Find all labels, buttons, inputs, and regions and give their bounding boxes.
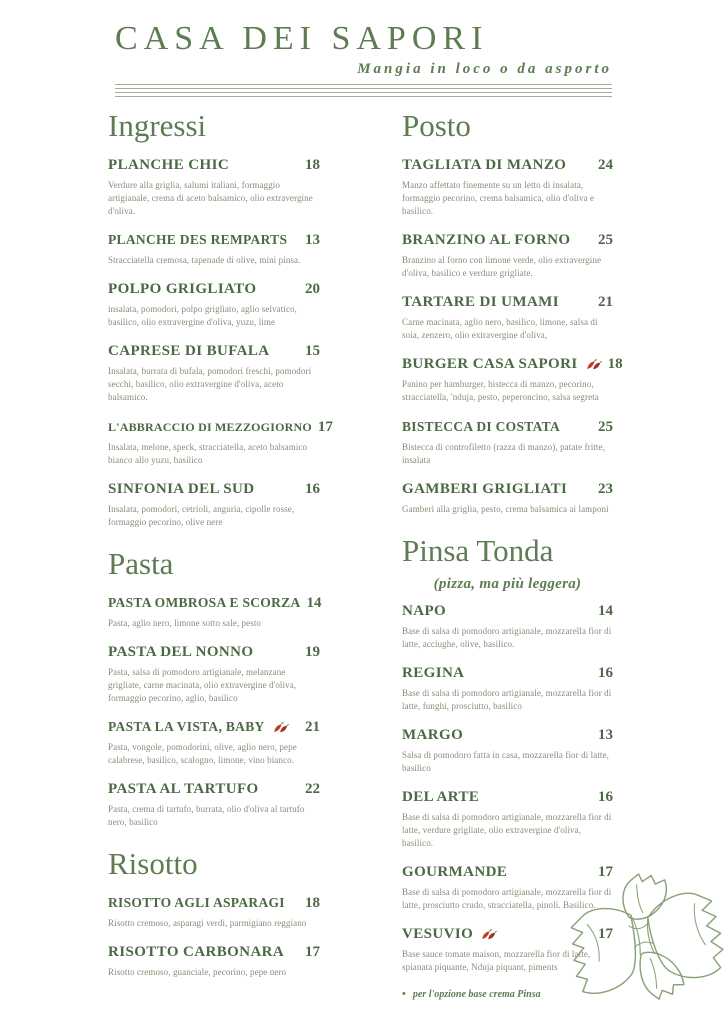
section-title: Risotto bbox=[108, 846, 198, 882]
item-header bbox=[108, 944, 320, 961]
menu-item bbox=[402, 419, 613, 467]
section-items bbox=[108, 157, 333, 529]
item-price: 19 bbox=[305, 643, 320, 660]
menu-item bbox=[402, 232, 613, 280]
item-header bbox=[402, 232, 613, 249]
menu-item bbox=[108, 232, 320, 267]
item-price: 23 bbox=[598, 480, 613, 497]
item-price: 18 bbox=[607, 356, 623, 373]
menu-tagline: Mangia in loco o da asporto bbox=[357, 61, 612, 77]
item-price: 18 bbox=[305, 895, 320, 912]
item-name: TAGLIATA DI MANZO bbox=[402, 157, 567, 174]
menu-item bbox=[108, 719, 320, 767]
footnote-text: per l'opzione base crema Pinsa bbox=[412, 989, 541, 1001]
item-description: Pasta, vongole, pomodorini, olive, aglio nero, pepe calabrese, basilico, scalogno, limone, vino bianco. bbox=[108, 741, 297, 766]
item-header bbox=[108, 281, 320, 298]
section-title: Pinsa Tonda bbox=[402, 532, 554, 568]
item-name: BRANZINO AL FORNO bbox=[402, 232, 571, 249]
item-description: Salsa di pomodoro fatta in casa, mozzarella fior di latte, basilico bbox=[402, 749, 609, 773]
item-price: 17 bbox=[305, 944, 320, 961]
item-price: 21 bbox=[598, 294, 613, 311]
menu-item bbox=[402, 356, 623, 404]
menu-item bbox=[108, 281, 320, 329]
item-header bbox=[402, 603, 613, 620]
menu-columns bbox=[0, 109, 724, 1000]
item-name: NAPO bbox=[402, 602, 447, 619]
item-header bbox=[108, 781, 320, 798]
item-name: POLPO GRIGLIATO bbox=[108, 281, 257, 298]
item-description: Base di salsa di pomodoro artigianale, mozzarella fior di latte, funghi, prosciutto, basilico bbox=[402, 687, 612, 711]
item-name: RISOTTO AGLI ASPARAGI bbox=[108, 895, 285, 911]
item-name: L'ABBRACCIO DI MEZZOGIORNO bbox=[108, 419, 312, 434]
item-description: Base di salsa di pomodoro artigianale, mozzarella fior di latte, acciughe, olive, basilico. bbox=[402, 625, 612, 649]
item-price: 16 bbox=[305, 480, 320, 497]
item-price: 16 bbox=[598, 664, 613, 681]
item-price: 14 bbox=[598, 602, 613, 619]
item-header bbox=[108, 157, 320, 174]
menu-column-left bbox=[108, 108, 333, 993]
item-price: 16 bbox=[598, 789, 613, 806]
item-name: VESUVIO bbox=[402, 926, 474, 943]
chili-icon bbox=[481, 928, 497, 941]
item-description: Insalata, burrata di bufala, pomodori freschi, pomodori secchi, basilico, olio extravergine d'oliva, aceto balsamico. bbox=[108, 366, 312, 403]
item-price: 14 bbox=[306, 594, 322, 611]
item-price: 20 bbox=[305, 281, 320, 298]
item-price: 22 bbox=[305, 781, 320, 798]
section-posto bbox=[402, 108, 623, 516]
menu-item bbox=[108, 343, 320, 404]
menu-header bbox=[0, 0, 724, 97]
menu-footnote bbox=[402, 988, 613, 1000]
item-description: Base sauce tomate maison, mozzarella fior di latte, spianata piquante, Nduja piquant, piments bbox=[402, 949, 591, 973]
item-description: Panino per hamburger, bistecca di manzo, pecorino, stracciatella, 'nduja, pesto, peperoncino, salsa segreta bbox=[402, 379, 599, 403]
section-items bbox=[108, 595, 320, 829]
item-header bbox=[108, 895, 320, 912]
section-pinsa-tonda bbox=[402, 534, 613, 975]
menu-item bbox=[402, 789, 613, 850]
item-header bbox=[108, 719, 320, 736]
item-name: BURGER CASA SAPORI bbox=[402, 356, 578, 373]
item-header bbox=[402, 419, 613, 436]
item-price: 17 bbox=[317, 418, 333, 435]
header-divider-top bbox=[115, 84, 612, 89]
section-ingressi bbox=[108, 108, 333, 529]
item-name: PASTA AL TARTUFO bbox=[108, 781, 259, 798]
item-price: 17 bbox=[598, 864, 613, 881]
chili-icon bbox=[586, 358, 602, 371]
menu-item bbox=[108, 781, 320, 829]
menu-item bbox=[108, 944, 320, 979]
item-description: Gamberi alla griglia, pesto, crema balsamica ai lamponi bbox=[402, 503, 609, 514]
item-price: 25 bbox=[598, 232, 613, 249]
menu-item bbox=[402, 294, 613, 342]
menu-item bbox=[402, 665, 613, 713]
chili-icon bbox=[273, 721, 289, 734]
item-description: Pasta, salsa di pomodoro artigianale, melanzane grigliate, carne macinata, olio extravergine d'oliva, formaggio pecorino, aglio, basilico bbox=[108, 666, 297, 703]
item-name: PLANCHE CHIC bbox=[108, 157, 230, 174]
section-title: Posto bbox=[402, 108, 471, 143]
menu-column-right bbox=[402, 108, 623, 1001]
item-name: TARTARE DI UMAMI bbox=[402, 294, 559, 311]
item-price: 15 bbox=[305, 343, 320, 360]
item-name: MARGO bbox=[402, 726, 464, 743]
section-risotto bbox=[108, 847, 320, 979]
item-description: Bistecca di controfiletto (razza di manzo), patate fritte, insalata bbox=[402, 441, 605, 465]
item-header bbox=[108, 595, 320, 612]
item-description: Stracciatella cremosa, tapenade di olive, mini pinsa. bbox=[108, 255, 301, 266]
item-header bbox=[108, 343, 320, 360]
menu-item bbox=[402, 481, 613, 516]
item-name: BISTECCA DI COSTATA bbox=[402, 418, 560, 434]
item-name: PLANCHE DES REMPARTS bbox=[108, 232, 288, 248]
section-title: Pasta bbox=[108, 545, 174, 581]
item-price: 25 bbox=[598, 418, 613, 435]
item-header bbox=[402, 481, 613, 498]
item-description: Insalata, melone, speck, stracciatella, aceto balsamico bianco allo yuzu, basilico bbox=[108, 441, 308, 465]
restaurant-name: CASA DEI SAPORI bbox=[115, 20, 489, 57]
item-name: CAPRESE DI BUFALA bbox=[108, 343, 270, 360]
item-name: RISOTTO CARBONARA bbox=[108, 944, 285, 961]
menu-item bbox=[108, 595, 320, 630]
item-name: PASTA LA VISTA, BABY bbox=[108, 718, 265, 734]
item-price: 17 bbox=[598, 926, 613, 943]
item-header bbox=[402, 864, 613, 881]
item-price: 21 bbox=[305, 718, 320, 735]
item-price: 13 bbox=[305, 232, 320, 249]
item-name: GOURMANDE bbox=[402, 864, 508, 881]
item-name: DEL ARTE bbox=[402, 789, 480, 806]
item-header bbox=[402, 294, 613, 311]
item-header bbox=[402, 926, 613, 943]
item-description: Base di salsa di pomodoro artigianale, mozzarella fior di latte, verdure grigliate, olio extravergine d'oliva, basilico. bbox=[402, 812, 612, 849]
section-items bbox=[108, 895, 320, 979]
menu-item bbox=[402, 157, 613, 218]
item-header bbox=[402, 665, 613, 682]
item-description: Verdure alla griglia, salumi italiani, formaggio artigianale, crema di aceto balsamico, olio extravergine d'oliva. bbox=[108, 180, 313, 217]
item-header bbox=[108, 232, 320, 249]
item-description: Risotto cremoso, guanciale, pecorino, pepe nero bbox=[108, 967, 287, 978]
item-description: Manzo affettato finemente su un letto di insalata, formaggio pecorino, crema balsamica, olio d'oliva e basilico. bbox=[402, 180, 595, 217]
item-description: Branzino al forno con limone verde, olio extravergine d'oliva, basilico e verdure grigliate. bbox=[402, 255, 602, 279]
section-items bbox=[402, 157, 623, 516]
item-header bbox=[402, 157, 613, 174]
menu-item bbox=[402, 603, 613, 651]
item-header bbox=[402, 789, 613, 806]
menu-item bbox=[108, 644, 320, 705]
item-name: PASTA OMBROSA E SCORZA bbox=[108, 594, 301, 610]
item-name: REGINA bbox=[402, 664, 465, 681]
item-name: SINFONIA DEL SUD bbox=[108, 480, 255, 497]
item-description: Base di salsa di pomodoro artigianale, mozzarella fior di latte, prosciutto crudo, stracciatella, pinoli. Basilico. bbox=[402, 887, 612, 911]
section-title: Ingressi bbox=[108, 108, 207, 143]
item-header bbox=[402, 727, 613, 744]
item-header bbox=[402, 356, 623, 373]
item-description: Pasta, aglio nero, limone sotto sale, pesto bbox=[108, 617, 262, 628]
item-description: Risotto cremoso, asparagi verdi, parmigiano reggiano bbox=[108, 918, 307, 929]
item-price: 13 bbox=[598, 726, 613, 743]
item-header bbox=[108, 481, 320, 498]
item-price: 24 bbox=[598, 157, 613, 174]
section-items bbox=[402, 603, 613, 975]
menu-item bbox=[402, 864, 613, 912]
item-header bbox=[108, 418, 333, 436]
item-header bbox=[108, 644, 320, 661]
item-description: insalata, pomodori, polpo grigliato, aglio selvatico, basilico, olio extravergine d'oliva, yuzu, lime bbox=[108, 304, 298, 328]
menu-item bbox=[402, 727, 613, 775]
section-subtitle: (pizza, ma più leggera) bbox=[433, 575, 582, 592]
menu-item bbox=[108, 157, 320, 218]
menu-item bbox=[108, 481, 320, 529]
item-price: 18 bbox=[305, 157, 320, 174]
item-name: GAMBERI GRIGLIATI bbox=[402, 480, 568, 497]
footnote-bullet: • bbox=[402, 988, 406, 1001]
item-name: PASTA DEL NONNO bbox=[108, 643, 254, 660]
menu-item bbox=[108, 418, 333, 467]
menu-item bbox=[108, 895, 320, 930]
item-description: Pasta, crema di tartufo, burrata, olio d'oliva al tartufo nero, basilico bbox=[108, 804, 305, 828]
item-description: Carne macinata, aglio nero, basilico, limone, salsa di soia, zenzero, olio extravergine d'oliva, bbox=[402, 317, 598, 341]
header-divider-bottom bbox=[115, 92, 612, 97]
menu-item bbox=[402, 926, 613, 974]
item-description: Insalata, pomodori, cetrioli, anguria, cipolle rosse, formaggio pecorino, olive nere bbox=[108, 503, 295, 527]
section-pasta bbox=[108, 547, 320, 829]
